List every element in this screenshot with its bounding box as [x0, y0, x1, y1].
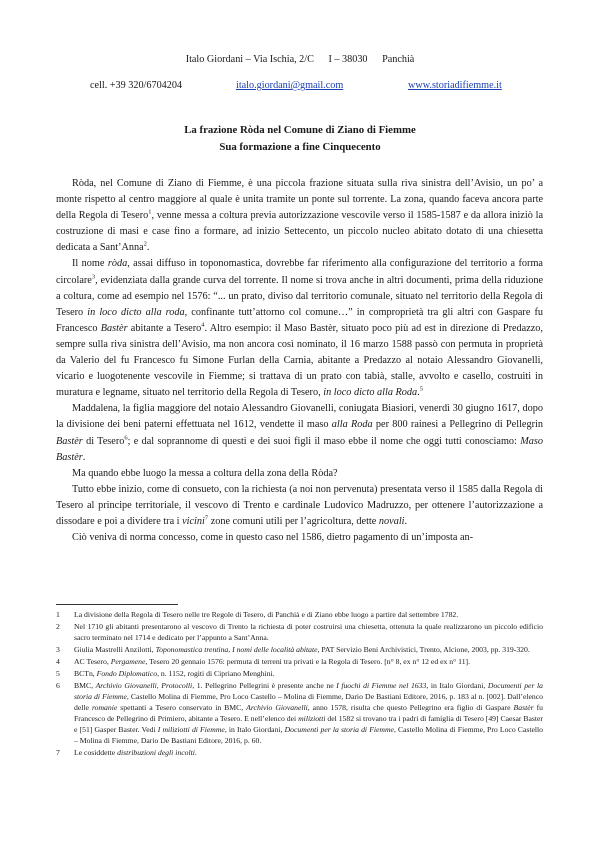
- italic-term: Bastèr: [100, 322, 128, 334]
- footnote-5: [56, 669, 543, 680]
- italic-term: alla Roda: [331, 419, 373, 431]
- text-run: Maddalena, la figlia maggiore del notaio Alessandro Giovanelli, coniugata Biasiori, venerdì 30 giugno 1617, dopo la divisione dei beni paterni effettuata nel 1612, vendette il maso: [56, 403, 543, 431]
- text-run: Le cosiddette: [74, 748, 118, 757]
- text-run: , Castello Molina di Fiemme, Pro Loco Castello – Molina di Fiemme, Dario De Bastiani Editore, 2016, p. 60.: [74, 725, 544, 745]
- text-run: , Tesero 20 gennaio 1576: permuta di terreni tra privati e la Regola di Tesero. [n° 8, ex n° 12 ed ex n° 11].: [145, 657, 471, 667]
- footnote-ref[interactable]: 1: [148, 208, 152, 216]
- footnote-text: Nel 1710 gli abitanti presentarono al vescovo di Trento la richiesta di poter costruirsi una chiesetta, ottenuta la quale realizzarono un piccolo edificio sacro terminato nel 1714 e dedicato per l’appunto a Sant’Anna.: [74, 622, 543, 642]
- paragraph-6: Ciò veniva di norma concesso, come in questo caso nel 1586, dietro pagamento di un’imposta an-: [72, 532, 474, 544]
- italic-title: Fondo Diplomatico: [96, 669, 158, 679]
- italic-term: Maso Bastèr: [56, 435, 543, 463]
- document-title: [0, 122, 600, 156]
- postal-code: I – 38030: [328, 54, 368, 65]
- text-run: .: [404, 515, 408, 527]
- footnote-number: 6: [56, 681, 60, 691]
- city: Panchià: [382, 54, 415, 65]
- footnote-ref[interactable]: 2: [143, 240, 147, 248]
- text-run: , in Italo Giordani,: [224, 725, 285, 734]
- italic-title: Pergamene: [110, 657, 146, 667]
- footnote-2: [56, 622, 543, 644]
- footnotes: [56, 610, 543, 760]
- text-run: per 800 rainesi a Pellegrino di Pellegrin: [372, 419, 543, 431]
- text-run: del 1582 si trovano tra i padri di famiglia di Tesero [49] Caesar Baster e [51] Gasper Baster. Vedi: [74, 714, 543, 734]
- footnote-6: [56, 681, 543, 746]
- paragraph-2: [56, 256, 543, 401]
- text-run: , Castello Molina di Fiemme, Pro Loco Castello – Molina di Fiemme, Dario De Bastiani Editore, 2016, p. 183 al n. [002]. Dall’elenco delle: [74, 692, 544, 713]
- footnote-ref[interactable]: 4: [201, 321, 205, 329]
- text-run: , evidenziata dalla grande curva del torrente. Il nome si trova anche in altri documenti, prima della riduzione a coltura, come ad esempio nel 1576: “... un prato, diviso dal territorio comunale, situato nel territorio della Regola di Tesero: [56, 274, 543, 318]
- italic-title: distribuzioni degli incolti: [117, 748, 195, 757]
- footnote-number: 5: [56, 669, 60, 679]
- footnote-3: [56, 645, 543, 656]
- footnote-divider: [56, 604, 178, 605]
- letterhead-address: [0, 54, 600, 65]
- italic-term: in loco dicto alla Roda: [323, 387, 418, 399]
- text-run: .: [146, 242, 150, 254]
- italic-title: I fuochi di Fiemme nel 1633: [336, 681, 427, 691]
- text-run: , venne messa a coltura previa autorizzazione vescovile verso il 1585-1587 e da allora iniziò la costruzione di masi e case fino a formare, ad inizio Settecento, un piccolo nucleo abitato dotato di una chiesetta dedicata a Sant’Anna: [56, 210, 543, 254]
- italic-term: Bastèr: [56, 435, 83, 447]
- text-run: .: [194, 748, 197, 757]
- website-link[interactable]: www.storiadifiemme.it: [408, 80, 502, 91]
- footnote-4: [56, 657, 543, 668]
- footnote-ref[interactable]: 5: [419, 385, 423, 393]
- text-run: , PAT Servizio Beni Archivistici, Trento, Alcione, 2003, pp. 319-320.: [317, 645, 530, 655]
- text-run: Il nome: [72, 258, 108, 270]
- footnote-number: 4: [56, 657, 60, 667]
- text-run: di Tesero: [82, 435, 125, 447]
- text-run: abitante a Tesero: [127, 322, 202, 334]
- italic-title: Bastèr: [513, 703, 534, 713]
- italic-term: in loco dicto alla roda: [87, 306, 185, 318]
- footnote-number: 7: [56, 748, 60, 757]
- footnote-number: 3: [56, 645, 60, 655]
- footnote-1: [56, 610, 543, 621]
- footnote-ref[interactable]: 6: [124, 434, 128, 442]
- italic-title: romanie: [91, 703, 118, 713]
- text-run: , confinante tutt’attorno col comune…” in comproprietà tra gli altri con Gaspare fu Francesco: [56, 306, 544, 334]
- text-run: BCTn,: [74, 669, 97, 679]
- italic-title: Documenti per la storia di Fiemme: [74, 681, 543, 702]
- footnote-text: [74, 645, 543, 656]
- text-run: , 1. Pellegrino Pellegrini è presente anche ne: [192, 681, 337, 691]
- text-run: , assai diffuso in toponomastica, dovrebbe far riferimento alla configurazione del territorio a forma circolare: [56, 258, 543, 286]
- title-line-2: Sua formazione a fine Cinquecento: [219, 141, 381, 153]
- italic-term: novali: [378, 515, 405, 527]
- paragraph-3: [56, 401, 543, 465]
- text-run: Giulia Mastrelli Anzilotti,: [74, 645, 156, 655]
- email-link[interactable]: italo.giordani@gmail.com: [236, 80, 344, 91]
- italic-title: Archivio Giovanelli: [246, 703, 308, 713]
- footnote-ref[interactable]: 3: [91, 273, 96, 281]
- text-run: ; e dal soprannome di questi e dei suoi figli il maso ebbe il nome che oggi tutti conosciamo:: [127, 435, 521, 447]
- footnote-text: [74, 669, 543, 680]
- italic-title: Toponomastica trentina, I nomi delle località abitate: [155, 645, 318, 655]
- italic-term: ròda: [107, 258, 128, 270]
- footnote-7: [56, 748, 543, 759]
- title-line-1: La frazione Ròda nel Comune di Ziano di Fiemme: [184, 124, 416, 136]
- italic-title: Documenti per la storia di Fiemme: [284, 725, 394, 734]
- text-run: AC Tesero,: [74, 657, 111, 667]
- body-text: [56, 176, 543, 546]
- text-run: Ròda, nel Comune di Ziano di Fiemme, è una piccola frazione situata sulla riva sinistra dell’Avisio, un po’ a monte rispetto al centro maggiore al quale è unita tramite un ponte sul torrente. La zona, quando faceva ancora parte della Regola di Tesero: [56, 178, 543, 222]
- phone-number: cell. +39 320/6704204: [90, 80, 183, 91]
- italic-title: Archivio Giovanelli, Protocolli: [95, 681, 193, 691]
- footnote-number: 1: [56, 610, 60, 619]
- author-name-address: Italo Giordani – Via Ischia, 2/C: [185, 54, 314, 65]
- text-run: zone comuni utili per l’agricoltura, dette: [208, 515, 379, 527]
- footnote-text: La divisione della Regola di Tesero nelle tre Regole di Tesero, di Panchià e di Ziano ebbe luogo a partire dal settembre 1782.: [74, 610, 459, 619]
- paragraph-4: Ma quando ebbe luogo la messa a coltura della zona della Ròda?: [72, 467, 338, 479]
- footnote-text: [74, 657, 543, 668]
- text-run: .: [417, 387, 420, 399]
- italic-term: vicini: [182, 515, 205, 527]
- footnote-number: 2: [56, 622, 60, 632]
- text-run: spettanti a Tesero conservato in BMC,: [117, 703, 247, 713]
- text-run: .: [82, 451, 86, 463]
- text-run: Tutto ebbe inizio, come di consueto, con la richiesta (a noi non pervenuta) presentata verso il 1585 dalla Regola di Tesero al principe territoriale, il vescovo di Trento e cardinale Ludovico Madruzzo, per ottenere l’autorizzazione a dissodare e poi a dividere tra i: [56, 483, 543, 527]
- footnote-text: [74, 681, 543, 746]
- text-run: , n. 1152, rogiti di Cipriano Menghini.: [157, 669, 275, 679]
- paragraph-5: [56, 482, 543, 530]
- italic-title: miliziotti: [298, 714, 326, 724]
- footnote-text: [74, 748, 543, 759]
- text-run: BMC,: [74, 681, 96, 691]
- text-run: , in Italo Giordani,: [426, 681, 488, 691]
- paragraph-1: [56, 176, 543, 256]
- text-run: fu Francesco de Pellegrino di Primiero, abitante a Tesero. E nell’elenco dei: [74, 703, 543, 724]
- footnote-ref[interactable]: 7: [204, 514, 209, 522]
- text-run: . Altro esempio: il Maso Bastèr, situato poco più ad est in direzione di Predazzo, sempre sulla riva sinistra dell’Avisio, ma non ancora così nominato, il 16 marzo 1588 passò con permuta in proprietà da Valerio del fu Francesco fu Simone Furlan della Carnia, abitante a Predazzo al notaio Alessandro Giovanelli, vicario e luogotenente vescovile in Fiemme; si trattava di un prato con tabià, stalle, avvolto e casello, costruiti in muratura e legname, situato nel territorio della Regola di Tesero,: [56, 322, 543, 399]
- italic-title: I miliziotti di Fiemme: [157, 725, 225, 734]
- text-run: , anno 1578, risulta che questo Pellegrino era figlio di Gaspare: [307, 703, 514, 713]
